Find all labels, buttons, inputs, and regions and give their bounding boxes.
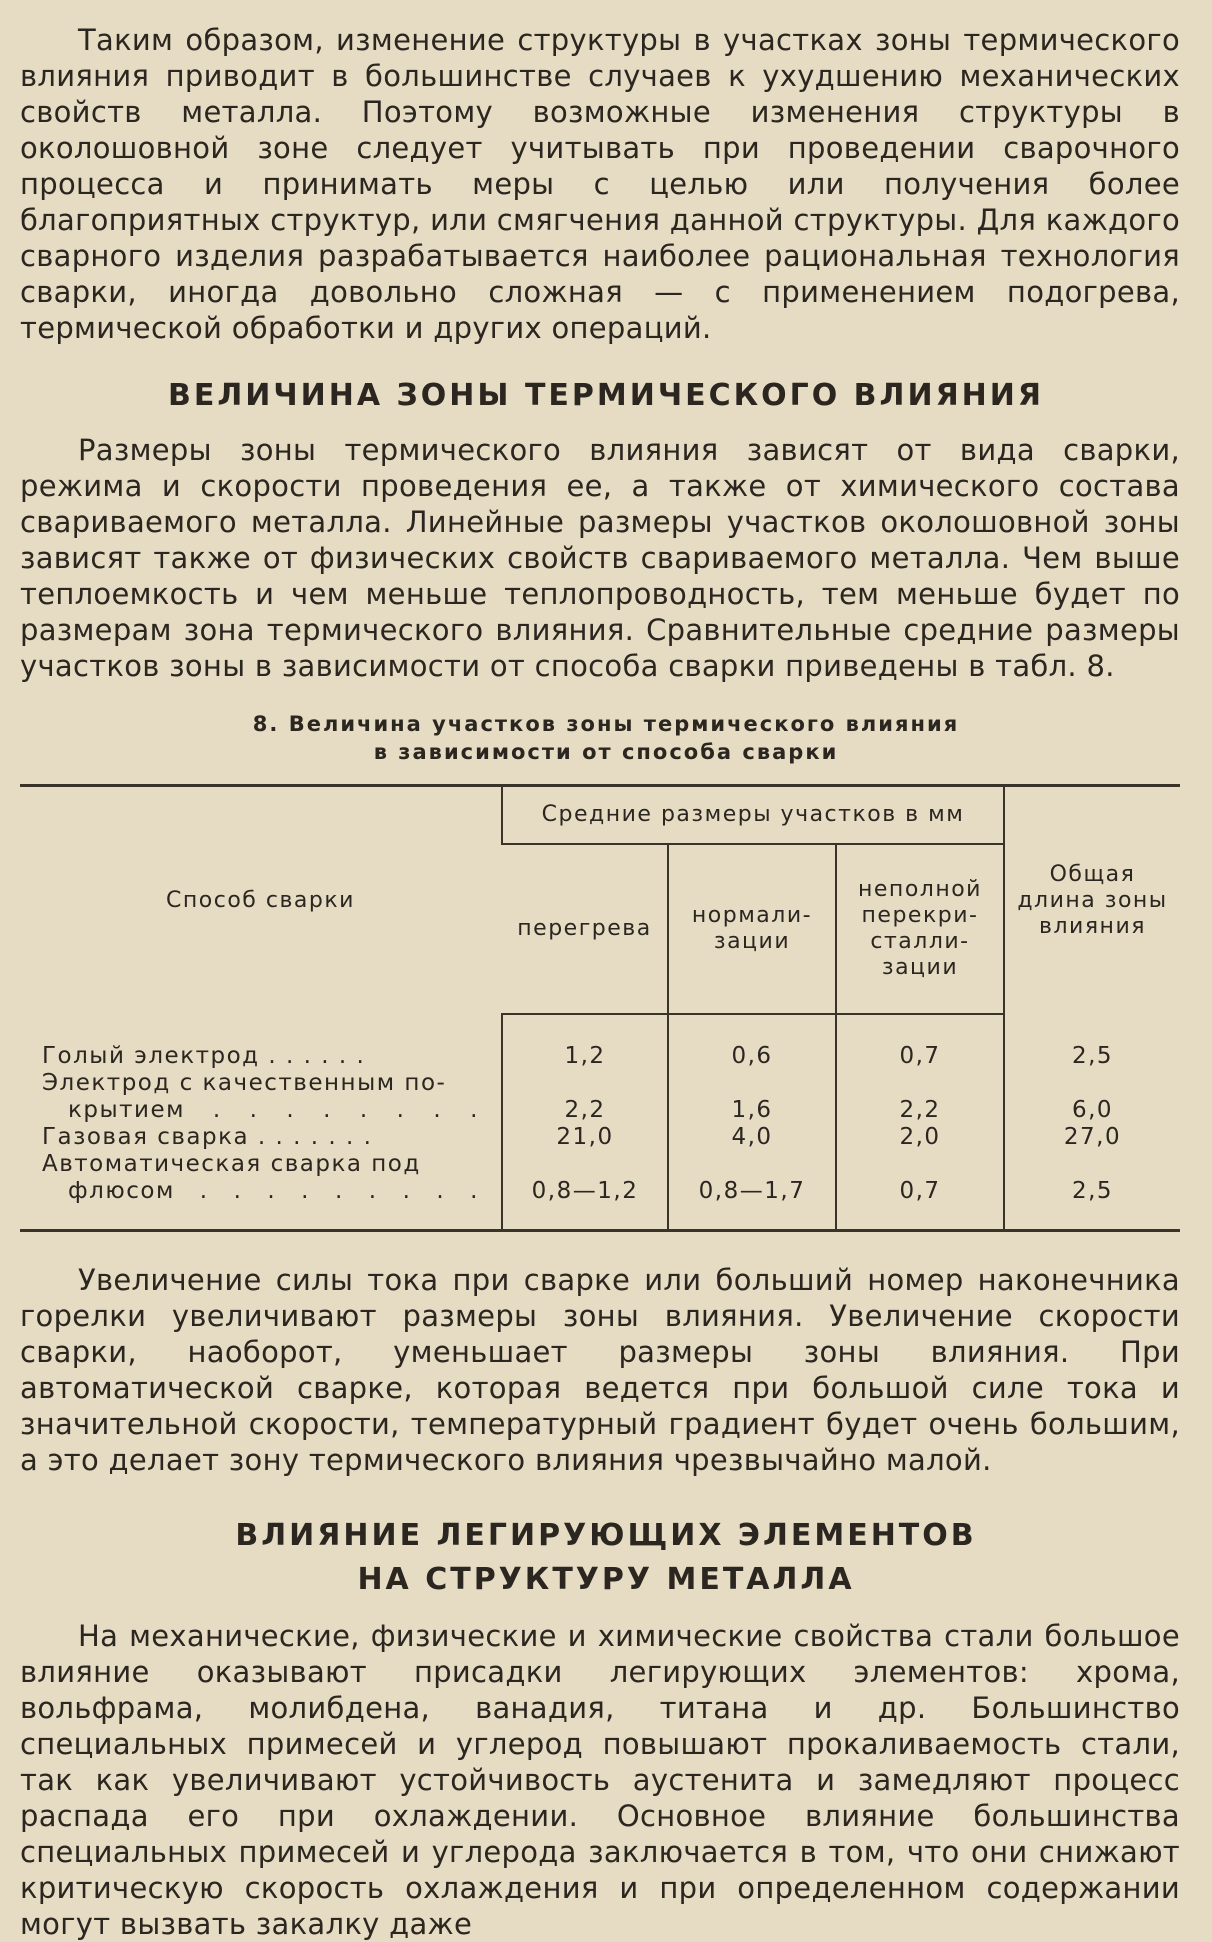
row-method: Голый электрод . . . . . . <box>42 1043 366 1069</box>
section-heading-alloying-line-1: ВЛИЯНИЕ ЛЕГИРУЮЩИХ ЭЛЕМЕНТОВ <box>235 1518 977 1553</box>
paragraph-intro: Таким образом, изменение структуры в участках зоны термического влияния приводит в большинстве случаев к ухудшению механических свойств металла. Поэтому возможные изменения структуры в околошовной зоне следует учитывать при проведении сварочного процесса и принимать меры с целью или получения более благоприятных структур, или смягчения данной структуры. Для каждого сварного изделия разрабатывается наиболее рациональная технология сварки, иногда довольно сложная — с применением подогрева, термической обработки и других операций. <box>20 23 1180 345</box>
zone-size-table <box>20 784 1180 1232</box>
cell-normalization: 0,6 <box>668 1014 836 1070</box>
col-header-overheat: перегрева <box>502 844 668 1014</box>
table-caption-line-1: 8. Величина участков зоны термического влияния <box>252 712 960 736</box>
cell-total: 27,0 <box>1004 1124 1180 1151</box>
paragraph-alloying: На механические, физические и химические свойства стали большое влияние оказывают присадки легирующих элементов: хрома, вольфрама, молибдена, ванадия, титана и др. Большинство специальных примесей и углерод повышают прокаливаемость стали, так как увеличивают устойчивость аустенита и замедляют процесс распада его при охлаждении. Основное влияние большинства специальных примесей и углерода заключается в том, что они снижают критическую скорость охлаждения и при определенном содержании могут вызвать закалку даже <box>20 1619 1180 1941</box>
col-header-group: Средние размеры участков в мм <box>502 786 1004 845</box>
col-header-method: Способ сварки <box>166 887 355 913</box>
row-method: Электрод с качественным по- крытием . . . . . . . . <box>42 1070 479 1123</box>
col-header-normalization: нормали-зации <box>668 844 836 1014</box>
cell-total: 2,5 <box>1004 1014 1180 1070</box>
section-heading-alloying-line-2: НА СТРУКТУРУ МЕТАЛЛА <box>357 1562 855 1597</box>
section-heading-zone-size: ВЕЛИЧИНА ЗОНЫ ТЕРМИЧЕСКОГО ВЛИЯНИЯ <box>167 378 1044 413</box>
cell-overheat: 2,2 <box>502 1070 668 1124</box>
table-caption-line-2: в зависимости от способа сварки <box>373 740 839 764</box>
cell-partial: 0,7 <box>836 1151 1004 1231</box>
table-row <box>20 1070 1180 1124</box>
cell-normalization: 0,8—1,7 <box>668 1151 836 1231</box>
cell-overheat: 0,8—1,2 <box>502 1151 668 1231</box>
paragraph-zone-size: Размеры зоны термического влияния зависят от вида сварки, режима и скорости проведения ее, а также от химического состава свариваемого металла. Линейные размеры участков околошовной зоны зависят также от физических свойств свариваемого металла. Чем выше теплоемкость и чем меньше теплопроводность, тем меньше будет по размерам зона термического влияния. Сравнительные средние размеры участков зоны в зависимости от способа сварки приведены в табл. 8. <box>20 433 1180 683</box>
table-row <box>20 1151 1180 1231</box>
table-row <box>20 1124 1180 1151</box>
cell-partial: 2,2 <box>836 1070 1004 1124</box>
cell-total: 6,0 <box>1004 1070 1180 1124</box>
cell-overheat: 1,2 <box>502 1014 668 1070</box>
table-row <box>20 1014 1180 1070</box>
cell-overheat: 21,0 <box>502 1124 668 1151</box>
col-header-partial-recrystallization: неполной перекри-сталли-зации <box>836 844 1004 1014</box>
cell-partial: 0,7 <box>836 1014 1004 1070</box>
row-method: Автоматическая сварка под флюсом . . . . . . . . . <box>42 1151 479 1204</box>
cell-partial: 2,0 <box>836 1124 1004 1151</box>
cell-normalization: 4,0 <box>668 1124 836 1151</box>
col-header-total: Общая длина зоны влияния <box>1004 786 1180 1015</box>
paragraph-current-speed: Увеличение силы тока при сварке или больший номер наконечника горелки увеличивают размеры зоны влияния. Увеличение скорости сварки, наоборот, уменьшает размеры зоны влияния. При автоматической сварке, которая ведется при большой силе тока и значительной скорости, температурный градиент будет очень большим, а это делает зону термического влияния чрезвычайно малой. <box>20 1263 1180 1477</box>
row-method: Газовая сварка . . . . . . . <box>42 1124 373 1150</box>
cell-normalization: 1,6 <box>668 1070 836 1124</box>
table-caption <box>0 710 1212 766</box>
cell-total: 2,5 <box>1004 1151 1180 1231</box>
